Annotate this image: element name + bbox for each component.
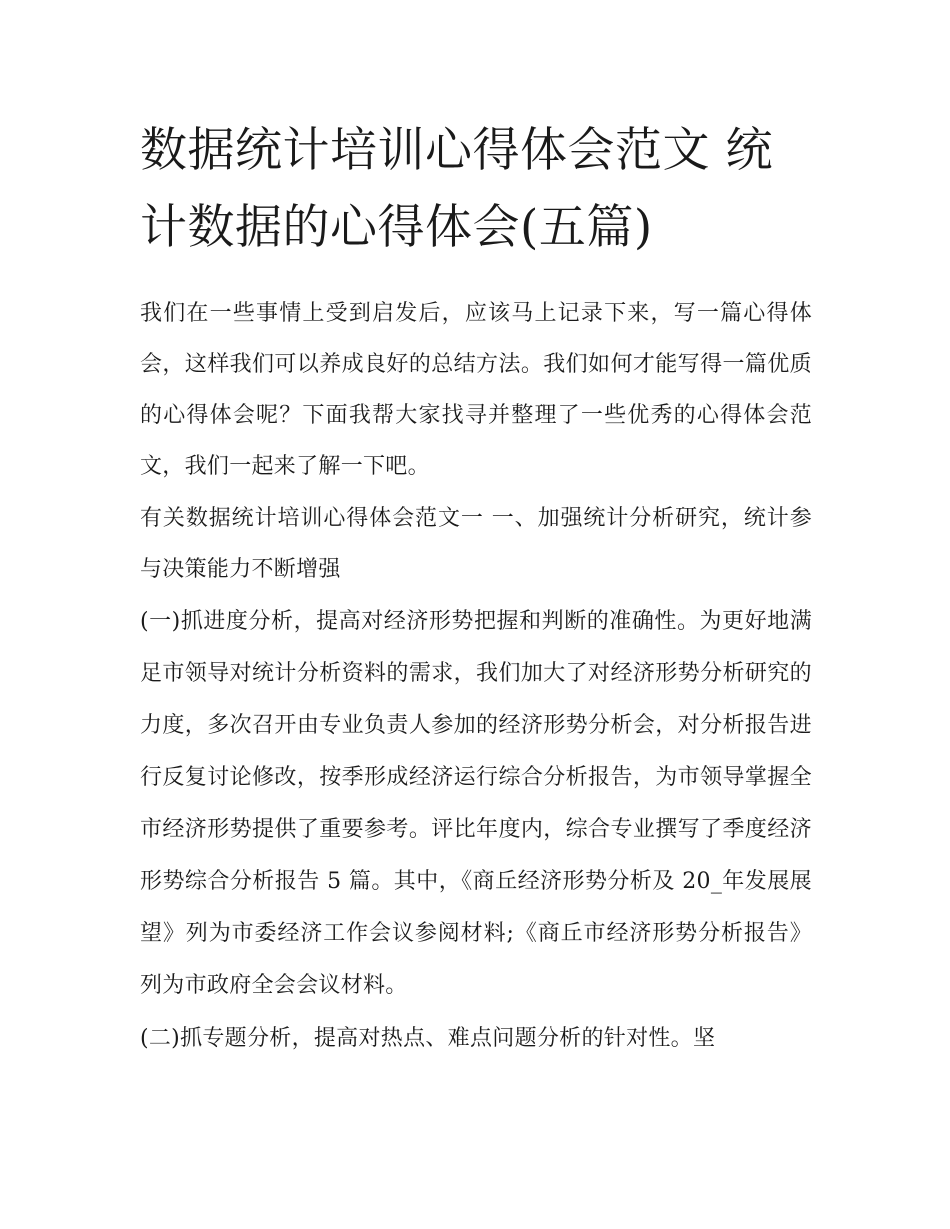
document-title: 数据统计培训心得体会范文 统计数据的心得体会(五篇): [140, 123, 773, 255]
progress-analysis-paragraph: (一)抓进度分析，提高对经济形势把握和判断的准确性。为更好地满足市领导对统计分析资料的需求，我们加大了对经济形势分析研究的力度，多次召开由专业负责人参加的经济形势分析会，对分析报告进行反复讨论修改，按季形成经济运行综合分析报告，为市领导掌握全市经济形势提供了重要参考。评比年度内，综合专业撰写了季度经济形势综合分析报告 5 篇。其中，《商丘经济形势分析及 20_年发展展望》列为市委经济工作会议参阅材料;《商丘市经济形势分析报告》列为市政府全会会议材料。: [140, 609, 812, 998]
document-page: [140, 112, 812, 1065]
special-analysis-paragraph: (二)抓专题分析，提高对热点、难点问题分析的针对性。坚: [140, 1026, 716, 1051]
section-heading-paragraph: 有关数据统计培训心得体会范文一 一、加强统计分析研究，统计参与决策能力不断增强: [140, 506, 812, 582]
intro-paragraph: 我们在一些事情上受到启发后，应该马上记录下来，写一篇心得体会，这样我们可以养成良好的总结方法。我们如何才能写得一篇优质的心得体会呢？下面我帮大家找寻并整理了一些优秀的心得体会范文，我们一起来了解一下吧。: [140, 301, 812, 479]
